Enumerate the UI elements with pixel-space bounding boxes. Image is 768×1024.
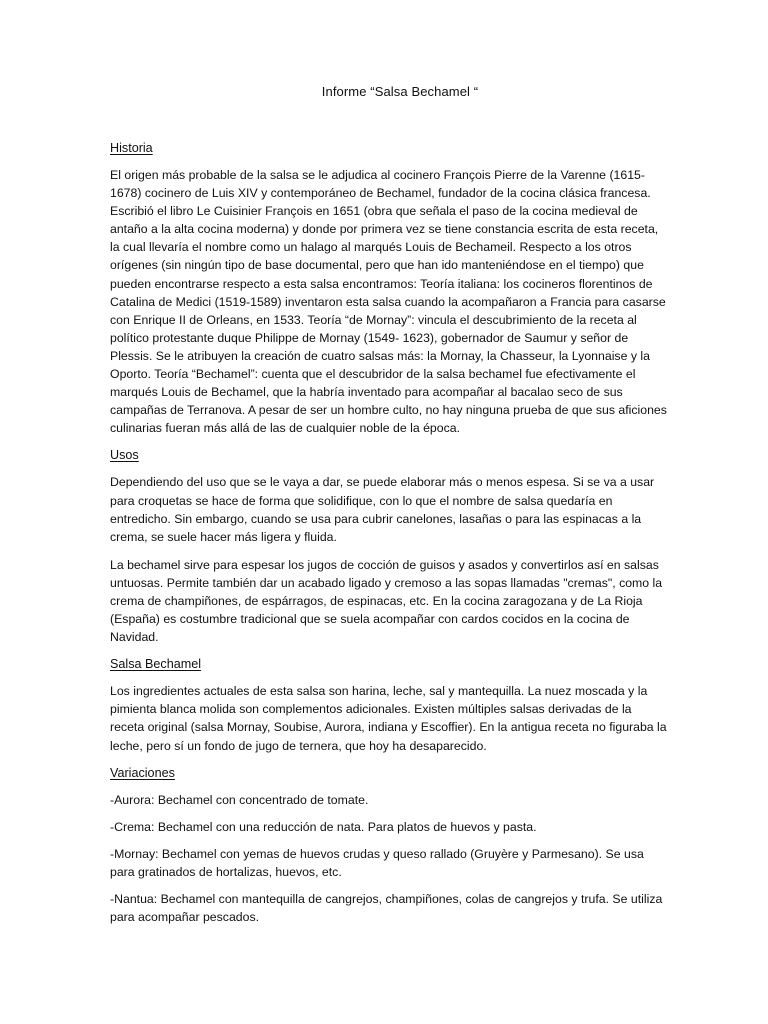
document-title: Informe “Salsa Bechamel “ (321, 84, 479, 99)
paragraph-usos-1: Dependiendo del uso que se le vaya a dar, se puede elaborar más o menos espesa. Si se va a usar para croquetas se hace de forma que solidifique, con lo que el nombre de salsa quedaría en entredicho. Sin embargo, cuando se usa para cubrir canelones, lasañas o para las espinacas a la crema, se suele hacer más ligera y fluida. (110, 475, 655, 544)
variation-aurora: -Aurora: Bechamel con concentrado de tomate. (110, 792, 369, 807)
section-heading-variaciones: Variaciones (110, 765, 175, 780)
section-heading-salsa-bechamel: Salsa Bechamel (110, 657, 202, 672)
section-historia (110, 140, 668, 437)
variation-mornay: -Mornay: Bechamel con yemas de huevos crudas y queso rallado (Gruyère y Parmesano). Se usa para gratinados de hortalizas, huevos, etc. (110, 846, 644, 879)
variation-crema: -Crema: Bechamel con una reducción de nata. Para platos de huevos y pasta. (110, 819, 537, 834)
paragraph-usos-2: La bechamel sirve para espesar los jugos de cocción de guisos y asados y convertirlos así en salsas untuosas. Permite también dar un acabado ligado y cremoso a las sopas llamadas "cremas", como la crema de champiñones, de espárragos, de espinacas, etc. En la cocina zaragozana y de La Rioja (España) es costumbre tradicional que se suela acompañar con cardos cocidos en la cocina de Navidad. (110, 557, 663, 645)
section-heading-usos: Usos (110, 448, 139, 463)
paragraph-historia-1: El origen más probable de la salsa se le adjudica al cocinero François Pierre de la Varenne (1615-1678) cocinero de Luis XIV y contemporáneo de Bechamel, fundador de la cocina clásica francesa. Escribió el libro Le Cuisinier François en 1651 (obra que señala el paso de la cocina medieval de antaño a la alta cocina moderna) y donde por primera vez se tiene constancia escrita de esta receta, la cual llevaría el nombre como un halago al marqués Louis de Bechameil. Respecto a los otros orígenes (sin ningún tipo de base documental, pero que han ido manteniéndose en el tiempo) que pueden encontrarse respecto a esta salsa encontramos: Teoría italiana: los cocineros florentinos de Catalina de Medici (1519-1589) inventaron esta salsa cuando la acompañaron a Francia para casarse con Enrique II de Orleans, en 1533. Teoría “de Mornay”: vincula el descubrimiento de la receta al político protestante duque Philippe de Mornay (1549- 1623), gobernador de Saumur y señor de Plessis. Se le atribuyen la creación de cuatro salsas más: la Mornay, la Chasseur, la Lyonnaise y la Oporto. Teoría “Bechamel”: cuenta que el descubridor de la salsa bechamel fue efectivamente el marqués Louis de Bechamel, que la habría inventado para acompañar al bacalao seco de sus campañas de Terranova. A pesar de ser un hombre culto, no hay ninguna prueba de que sus aficiones culinarias fueran más allá de las de cualquier noble de la época. (110, 168, 667, 436)
section-heading-historia: Historia (110, 141, 153, 155)
variation-nantua: -Nantua: Bechamel con mantequilla de cangrejos, champiñones, colas de cangrejos y trufa. Se utiliza para acompañar pescados. (110, 892, 663, 925)
section-usos (110, 447, 668, 646)
paragraph-salsa-bechamel-1: Los ingredientes actuales de esta salsa son harina, leche, sal y mantequilla. La nuez moscada y la pimienta blanca molida son complementos adicionales. Existen múltiples salsas derivadas de la receta original (salsa Mornay, Soubise, Aurora, indiana y Escoffier). En la antigua receta no figuraba la leche, pero sí un fondo de jugo de ternera, que hoy ha desaparecido. (110, 684, 667, 753)
section-variaciones (110, 765, 668, 927)
section-salsa-bechamel (110, 656, 668, 754)
